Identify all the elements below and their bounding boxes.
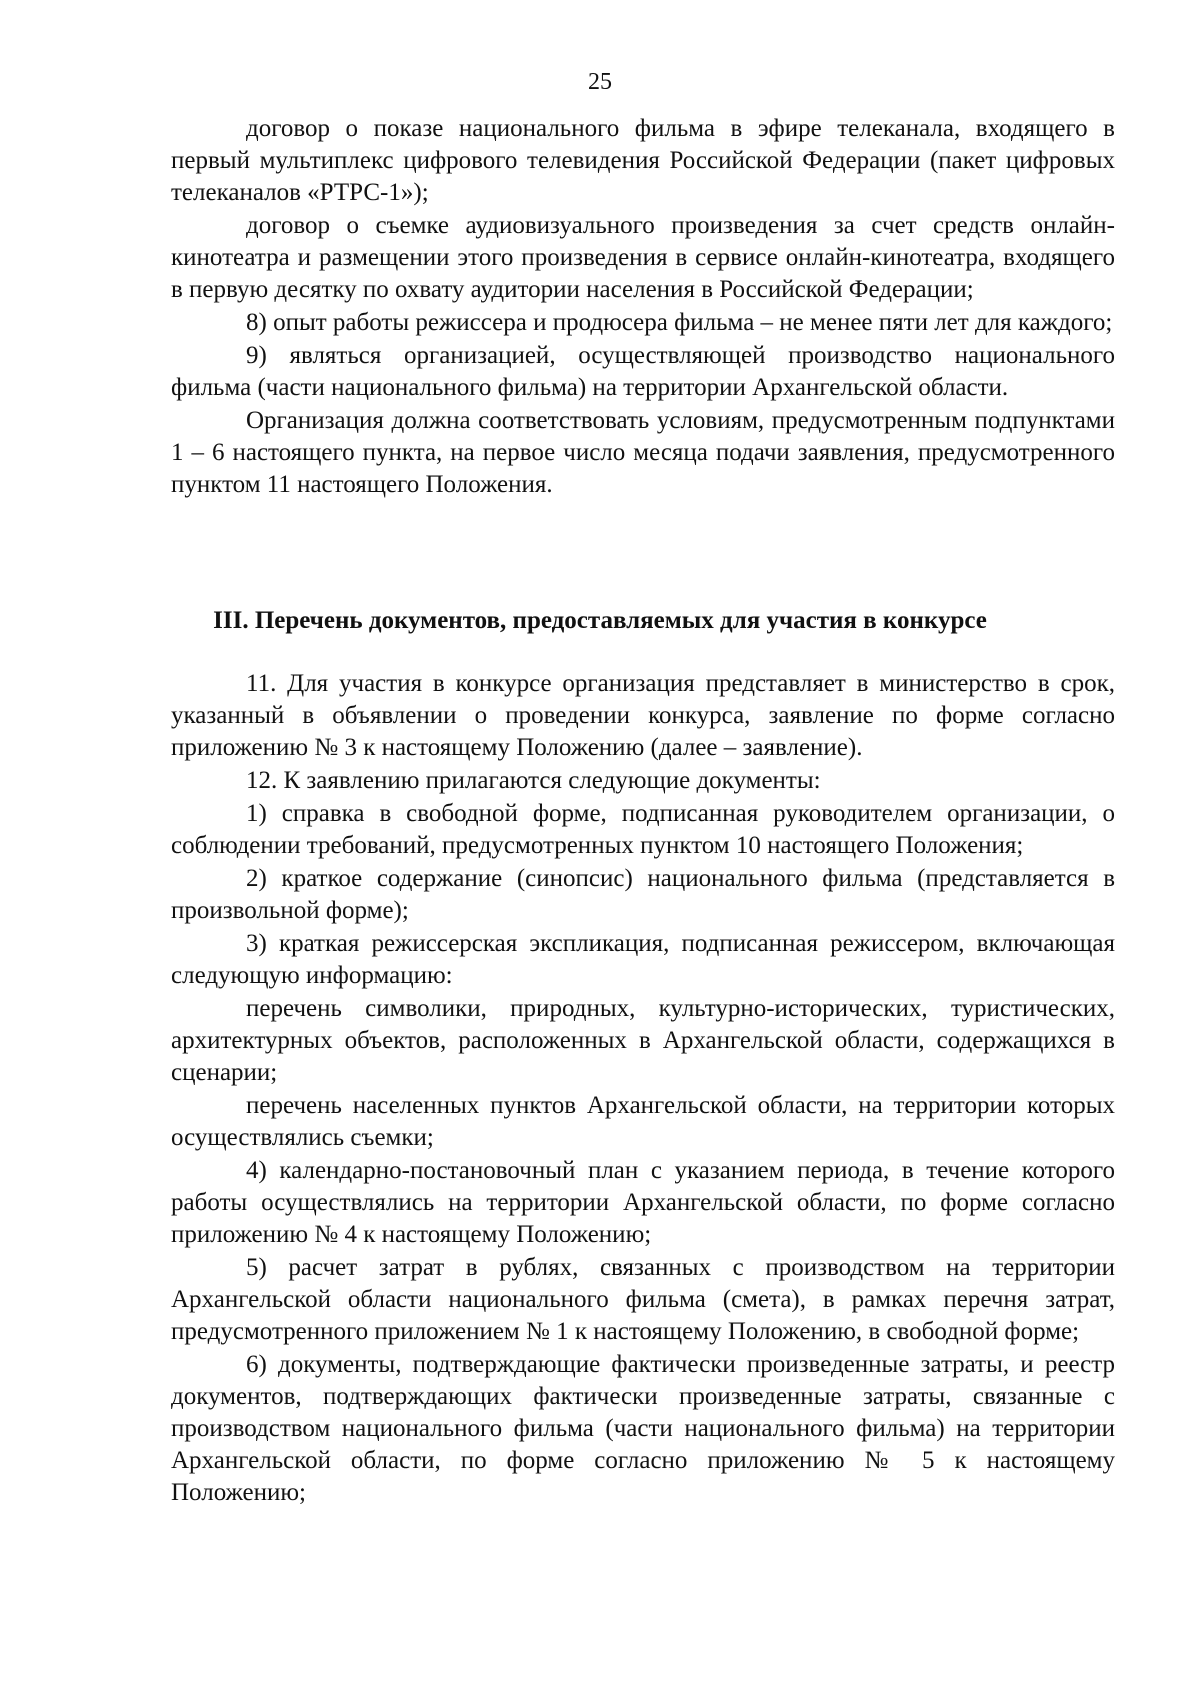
top-text-block [171, 113, 1115, 501]
paragraph: 6) документы, подтверждающие фактически произведенные затраты, и реестр документов, подтверждающих фактически произведенные затраты, связанные с производством национального фильма (части национального фильма) на территории Архангельской области, по форме согласно приложению № 5 к настоящему Положению; [171, 1351, 1115, 1506]
paragraph: 5) расчет затрат в рублях, связанных с производством на территории Архангельской области национального фильма (смета), в рамках перечня затрат, предусмотренного приложением № 1 к настоящему Положению, в свободной форме; [171, 1254, 1115, 1345]
paragraph: 9) являться организацией, осуществляющей производство национального фильма (части национального фильма) на территории Архангельской области. [171, 342, 1115, 401]
paragraph: 12. К заявлению прилагаются следующие документы: [246, 767, 821, 794]
paragraph: 1) справка в свободной форме, подписанная руководителем организации, о соблюдении требований, предусмотренных пунктом 10 настоящего Положения; [171, 800, 1115, 859]
bottom-text-block [171, 668, 1115, 1509]
paragraph: Организация должна соответствовать условиям, предусмотренным подпунктами 1 – 6 настоящего пункта, на первое число месяца подачи заявления, предусмотренного пунктом 11 настоящего Положения. [171, 407, 1115, 498]
page-number: 25 [588, 69, 612, 95]
paragraph: 11. Для участия в конкурсе организация представляет в министерство в срок, указанный в объявлении о проведении конкурса, заявление по форме согласно приложению № 3 к настоящему Положению (далее – заявление). [171, 670, 1115, 761]
paragraph: 3) краткая режиссерская экспликация, подписанная режиссером, включающая следующую информацию: [171, 930, 1115, 989]
paragraph: договор о съемке аудиовизуального произведения за счет средств онлайн-кинотеатра и размещении этого произведения в сервисе онлайн-кинотеатра, входящего в первую десятку по охвату аудитории населения в Российской Федерации; [171, 212, 1115, 303]
paragraph: 8) опыт работы режиссера и продюсера фильма – не менее пяти лет для каждого; [246, 309, 1113, 336]
paragraph: перечень символики, природных, культурно-исторических, туристических, архитектурных объектов, расположенных в Архангельской области, содержащихся в сценарии; [171, 995, 1115, 1086]
paragraph: 4) календарно-постановочный план с указанием периода, в течение которого работы осуществлялись на территории Архангельской области, по форме согласно приложению № 4 к настоящему Положению; [171, 1157, 1115, 1248]
paragraph: 2) краткое содержание (синопсис) национального фильма (представляется в произвольной форме); [171, 865, 1115, 924]
section-heading: III. Перечень документов, предоставляемых для участия в конкурсе [213, 607, 987, 634]
paragraph: договор о показе национального фильма в эфире телеканала, входящего в первый мультиплекс цифрового телевидения Российской Федерации (пакет цифровых телеканалов «РТРС-1»); [171, 115, 1115, 206]
paragraph: перечень населенных пунктов Архангельской области, на территории которых осуществлялись съемки; [171, 1092, 1115, 1151]
